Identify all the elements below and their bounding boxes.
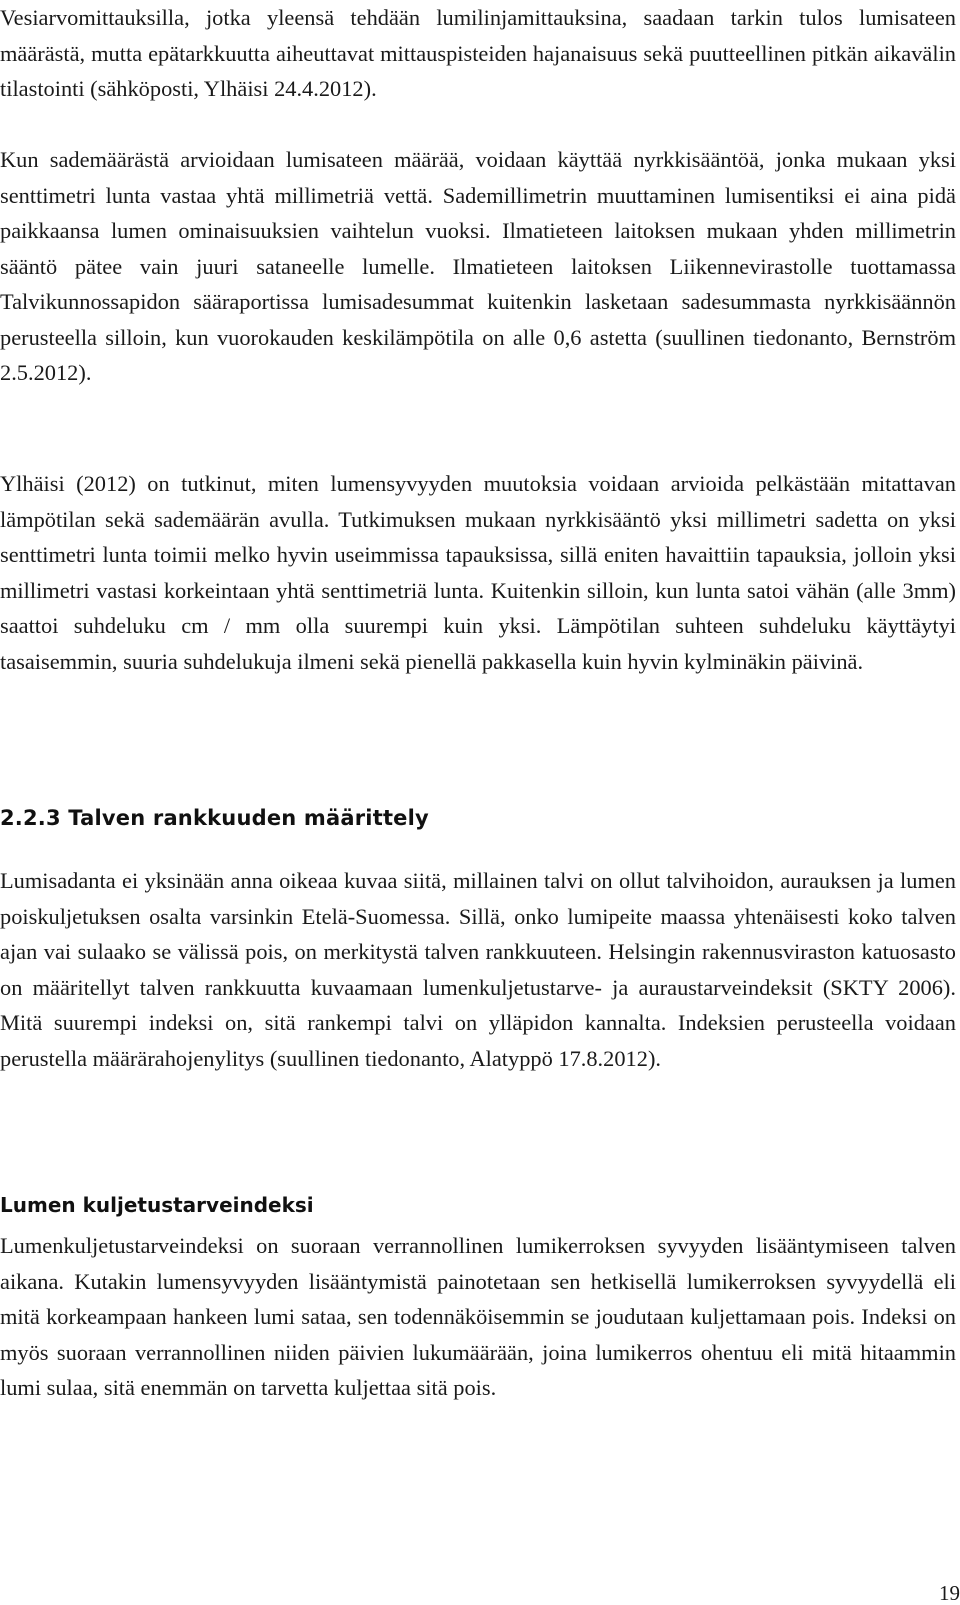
paragraph-rule-of-thumb: Kun sademäärästä arvioidaan lumisateen määrää, voidaan käyttää nyrkkisääntöä, jonka mukaan yksi senttimetri lunta vastaa yhtä millimetriä vettä. Sademillimetrin muuttaminen lumisentiksi ei aina pidä paikkaansa lumen ominaisuuksien vaihtelun vuoksi. Ilmatieteen laitoksen mukaan yhden millimetrin sääntö pätee vain juuri sataneelle lumelle. Ilmatieteen laitoksen Liikennevirastolle tuottamassa Talvikunnossapidon sääraportissa lumisadesummat kuitenkin lasketaan sadesummasta nyrkkisäännön perusteella silloin, kun vuorokauden keskilämpötila on alle 0,6 astetta (suullinen tiedonanto, Bernström 2.5.2012). bbox=[0, 147, 956, 385]
page-number: 19 bbox=[939, 1581, 960, 1605]
paragraph-snow-water-measurements: Vesiarvomittauksilla, jotka yleensä tehdään lumilinjamittauksina, saadaan tarkin tulos lumisateen määrästä, mutta epätarkkuutta aiheuttavat mittauspisteiden hajanaisuus sekä puutteellinen pitkän aikavälin tilastointi (sähköposti, Ylhäisi 24.4.2012). bbox=[0, 5, 956, 101]
paragraph-transport-index: Lumenkuljetustarveindeksi on suoraan verrannollinen lumikerroksen syvyyden lisääntymiseen talven aikana. Kutakin lumensyvyyden lisääntymistä painotetaan sen hetkisellä lumikerroksen syvyydellä eli mitä korkeampaan hankeen lumi sataa, sen todennäköisemmin se joudutaan kuljettamaan pois. Indeksi on myös suoraan verrannollinen niiden päivien lukumäärään, joina lumikerros ohentuu eli mitä hitaammin lumi sulaa, sitä enemmän on tarvetta kuljettaa sitä pois. bbox=[0, 1233, 956, 1400]
paragraph-winter-severity: Lumisadanta ei yksinään anna oikeaa kuvaa siitä, millainen talvi on ollut talvihoidon, aurauksen ja lumen poiskuljetuksen osalta varsinkin Etelä-Suomessa. Sillä, onko lumipeite maassa yhtenäisesti koko talven ajan vai sulaako se välissä pois, on merkitystä talven rankkuuteen. Helsingin rakennusviraston katuosasto on määritellyt talven rankkuutta kuvaamaan lumenkuljetustarve- ja auraustarveindeksit (SKTY 2006). Mitä suurempi indeksi on, sitä rankempi talvi on ylläpidon kannalta. Indeksien perusteella voidaan perustella määrärahojenylitys (suullinen tiedonanto, Alatyppö 17.8.2012). bbox=[0, 868, 956, 1071]
subsection-heading: Lumen kuljetustarveindeksi bbox=[0, 1193, 314, 1217]
section-heading: 2.2.3 Talven rankkuuden määrittely bbox=[0, 806, 429, 830]
paragraph-ylhaisi-study: Ylhäisi (2012) on tutkinut, miten lumensyvyyden muutoksia voidaan arvioida pelkästään mitattavan lämpötilan sekä sademäärän avulla. Tutkimuksen mukaan nyrkkisääntö yksi millimetri sadetta on yksi senttimetri lunta toimii melko hyvin useimmissa tapauksissa, sillä eniten havaittiin tapauksia, jolloin yksi millimetri vastasi korkeintaan yhtä senttimetriä lunta. Kuitenkin silloin, kun lunta satoi vähän (alle 3mm) saattoi suhdeluku cm / mm olla suurempi kuin yksi. Lämpötilan suhteen suhdeluku käyttäytyi tasaisemmin, suuria suhdelukuja ilmeni sekä pienellä pakkasella kuin hyvin kylminäkin päivinä. bbox=[0, 471, 956, 674]
